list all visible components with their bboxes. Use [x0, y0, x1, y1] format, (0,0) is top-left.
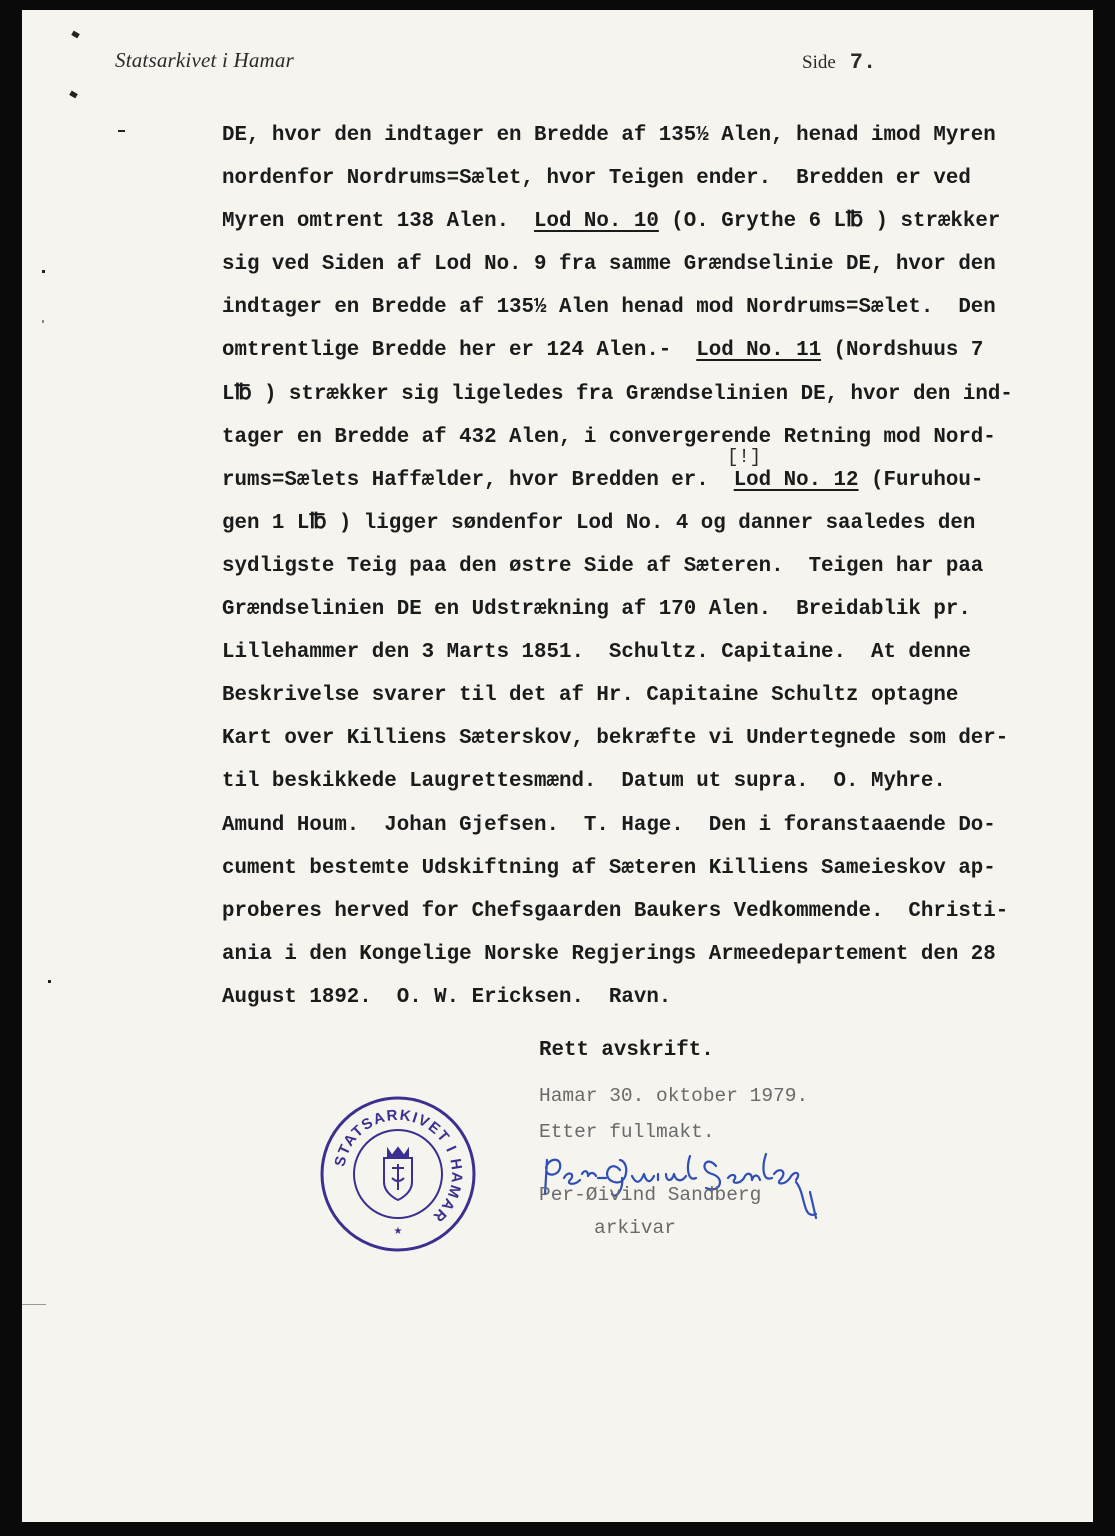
certification-stamp: [539, 1078, 808, 1150]
body-text-segment: (Nordshuus 7: [821, 339, 984, 363]
body-line: [222, 114, 1013, 157]
lot-heading: Lod No. 12: [733, 468, 859, 492]
document-page: [22, 10, 1093, 1522]
margin-mark: [118, 130, 125, 132]
body-line: [222, 243, 1013, 286]
archive-seal: [318, 1094, 478, 1254]
body-text-segment: omtrentlige Bredde her er 124 Alen.-: [222, 339, 697, 363]
body-text-segment: Beskrivelse svarer til det af Hr. Capitaine Schultz optagne: [222, 684, 959, 708]
body-line: [222, 804, 1013, 847]
signatory-name: Per-Øivind Sandberg: [539, 1184, 762, 1206]
document-body: [222, 114, 1013, 1019]
certification-closing: Rett avskrift.: [539, 1039, 714, 1062]
body-line: [222, 674, 1013, 717]
lot-heading: Lod No. 10: [534, 210, 659, 234]
margin-mark: [69, 91, 78, 99]
margin-mark: [22, 1304, 46, 1305]
body-line: [222, 329, 1013, 372]
body-text-segment: L℔ ) strækker sig ligeledes fra Grændselinien DE, hvor den ind-: [222, 382, 1013, 406]
signatory-title: arkivar: [594, 1217, 676, 1239]
body-text-segment: til beskikkede Laugrettesmænd. Datum ut supra. O. Myhre.: [222, 770, 946, 794]
body-line: [222, 631, 1013, 674]
body-text-segment: sig ved Siden af Lod No. 9 fra samme Grændselinie DE, hvor den: [222, 253, 996, 277]
body-line: [222, 890, 1013, 933]
signature-lettering: Per-Øivind Sandberg: [540, 1148, 549, 1149]
body-text-segment: proberes herved for Chefsgaarden Baukers Vedkommende. Christi-: [222, 899, 1009, 923]
page-number: 7.: [849, 50, 877, 75]
body-line: [222, 502, 1013, 545]
body-text-segment: ania i den Kongelige Norske Regjerings Armeedepartement den 28: [222, 942, 996, 966]
body-line: [222, 760, 1013, 803]
body-text-segment: Myren omtrent 138 Alen.: [222, 210, 535, 234]
page-label: Side: [802, 52, 836, 73]
page-indicator: [802, 50, 876, 75]
body-text-segment: gen 1 L℔ ) ligger søndenfor Lod No. 4 og danner saaledes den: [222, 511, 976, 535]
star-icon: ★: [393, 1226, 403, 1237]
body-text-segment: Amund Houm. Johan Gjefsen. T. Hage. Den i foranstaaende Do-: [222, 813, 996, 837]
body-line: [222, 200, 1013, 243]
seal-text: STATSARKIVET I HAMAR: [331, 1106, 466, 1226]
body-text-segment: DE, hvor den indtager en Bredde af 135½ Alen, henad imod Myren: [222, 124, 996, 147]
body-text-segment: cument bestemte Udskiftning af Sæteren Killiens Sameieskov ap-: [222, 856, 996, 880]
body-text-segment: rums=Sælets Haffælder, hvor Bredden er.: [222, 468, 734, 492]
margin-mark: [42, 270, 45, 273]
body-line: [222, 157, 1013, 200]
margin-mark: [42, 320, 44, 323]
body-line: [222, 286, 1013, 329]
body-line: [222, 933, 1013, 976]
body-text-segment: tager en Bredde af 432 Alen, i convergerende Retning mod Nord-: [222, 425, 996, 449]
body-text-segment: (O. Grythe 6 L℔ ) strækker: [658, 210, 1001, 234]
archive-name: Statsarkivet i Hamar: [115, 48, 294, 72]
body-line: [222, 588, 1013, 631]
body-text-segment: August 1892. O. W. Ericksen. Ravn.: [222, 985, 672, 1009]
body-text-segment: (Furuhou-: [858, 468, 984, 492]
body-text-segment: Grændselinien DE en Udstrækning af 170 Alen. Breidablik pr.: [222, 598, 971, 622]
body-text-segment: indtager en Bredde af 135½ Alen henad mod Nordrums=Sælet. Den: [222, 296, 996, 320]
margin-mark: [48, 980, 51, 983]
body-text-segment: Lillehammer den 3 Marts 1851. Schultz. Capitaine. At denne: [222, 641, 971, 665]
body-line: [222, 545, 1013, 588]
place-date: Hamar 30. oktober 1979.: [539, 1085, 809, 1107]
body-line: [222, 976, 1013, 1019]
coat-of-arms-icon: [384, 1148, 412, 1200]
body-text-segment: Kart over Killiens Sæterskov, bekræfte vi Undertegnede som der-: [222, 727, 1009, 751]
editorial-annotation: [!]: [727, 446, 762, 468]
body-text-segment: sydligste Teig paa den østre Side af Sæteren. Teigen har paa: [222, 554, 984, 578]
margin-mark: [71, 31, 80, 39]
authority-line: Etter fullmakt.: [539, 1121, 715, 1143]
lot-heading: Lod No. 11: [696, 339, 822, 363]
body-line: [222, 373, 1013, 416]
body-line: [222, 717, 1013, 760]
body-line: [222, 847, 1013, 890]
body-line: [222, 416, 1013, 459]
body-text-segment: nordenfor Nordrums=Sælet, hvor Teigen ender. Bredden er ved: [222, 167, 971, 191]
body-line: [222, 459, 1013, 502]
